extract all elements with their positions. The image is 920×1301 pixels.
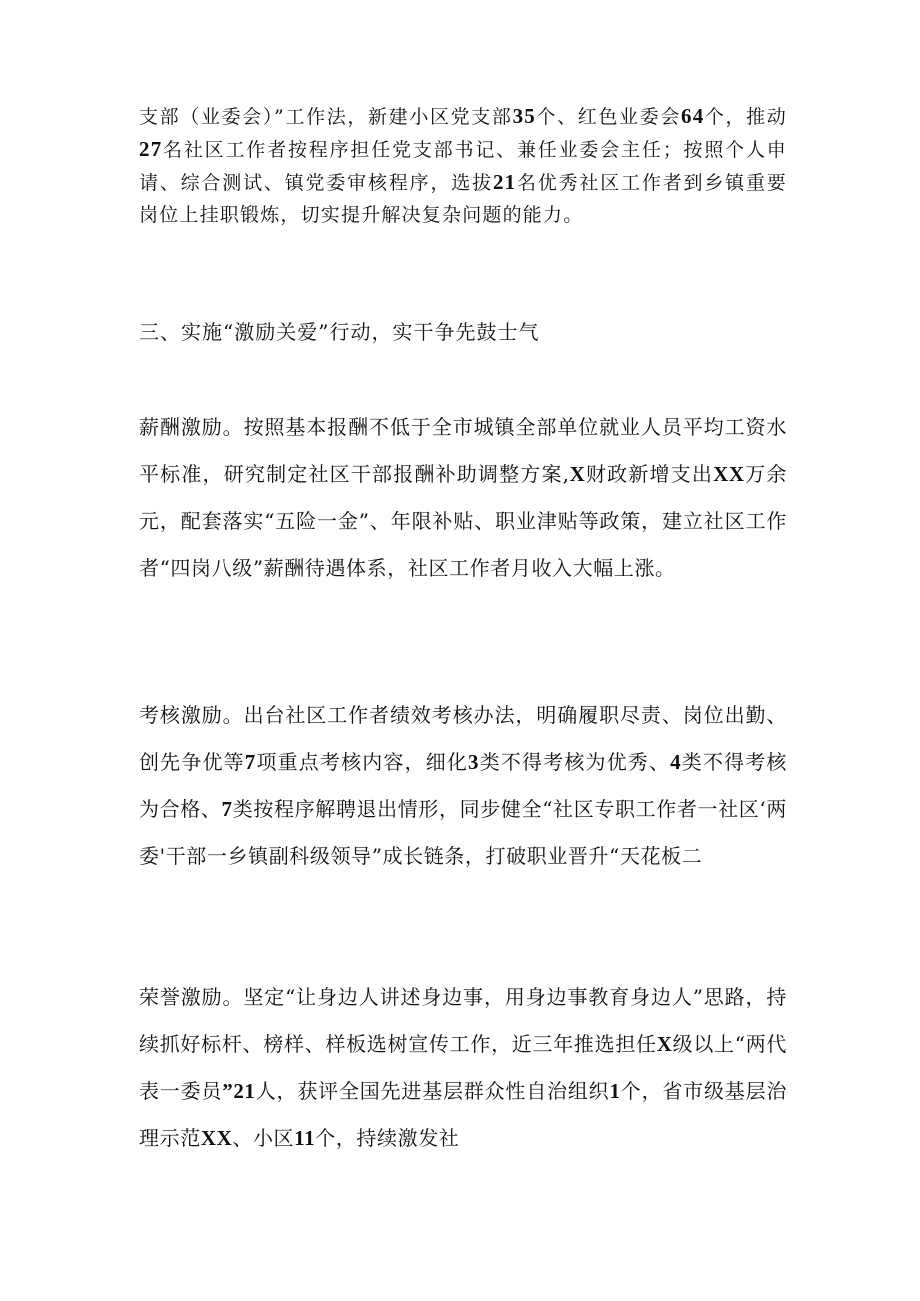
paragraph-party-branch [139,100,787,231]
text-run: 人，获评全国先进基层群众性自治组织 [255,1079,610,1103]
number-run: 3 [468,750,480,774]
number-run: 7 [221,797,233,821]
text-run: 、小区 [232,1126,295,1150]
paragraph-honor-incentive [139,974,787,1162]
number-run: 1 [609,1079,621,1103]
text-run: 个，省市级基层治理示范 [139,1079,788,1150]
section-heading: 三、实施“激励关爱”行动，实干争先鼓士气 [139,320,540,344]
number-run: X [569,462,586,486]
text-run: 财政新增支出 [585,462,714,486]
text-run: 类不得考核为合格、 [139,750,788,821]
number-run: XX [200,1126,233,1150]
text-run: 薪酬激励。按照基本报酬不低于全市城镇全部单位就业人员平均工资水平标准，研究制定社区干部报酬补助调整方案, [139,415,787,486]
number-run: 35 [512,104,536,128]
text-run: 考核激励。出台社区工作者绩效考核办法，明确履职尽责、岗位出勤、创先争优等 [139,703,787,774]
text-run: 项重点考核内容，细化 [255,750,469,774]
text-run: 名优秀社区工作者到乡镇重要岗位上挂职锻炼，切实提升解决复杂问题的能力。 [139,172,787,226]
number-run: 64 [681,104,705,128]
text-run: 支部（业委会）”工作法，新建小区党支部 [139,106,513,128]
number-run: X [656,1032,673,1056]
number-run: XX [713,462,745,486]
number-run: 27 [139,137,163,161]
number-run: ”21 [222,1079,256,1103]
number-run: 21 [492,170,517,194]
number-run: 4 [670,750,682,774]
number-run: 7 [244,750,256,774]
text-run: 个，持续激发社 [315,1126,460,1150]
paragraph-assessment-incentive [139,692,787,880]
text-run: 级以上“两代表一委员 [139,1032,787,1103]
number-run: 11 [294,1126,316,1150]
text-run: 荣誉激励。坚定“让身边人讲述身边事，用身边事教育身边人”思路，持续抓好标杆、榜样、样板选树宣传工作，近三年推选担任 [139,985,787,1056]
text-run: 个，推动 [704,106,788,128]
paragraph-salary-incentive [139,404,787,592]
text-run: 个、红色业委会 [535,106,681,128]
text-run: 名社区工作者按程序担任党支部书记、兼任业委会主任；按照个人申请、综合测试、镇党委审核程序，选拔 [139,139,787,194]
text-run: 类不得考核为优秀、 [479,750,671,774]
text-run: 万余元，配套落实“五险一金”、年限补贴、职业津贴等政策，建立社区工作者“四岗八级”薪酬待遇体系，社区工作者月收入大幅上涨。 [139,462,787,580]
text-run: 类按程序解聘退出情形，同步健全“社区专职工作者一社区‘两委'干部一乡镇副科级领导”成长链条，打破职业晋升“天花板二 [139,797,787,868]
